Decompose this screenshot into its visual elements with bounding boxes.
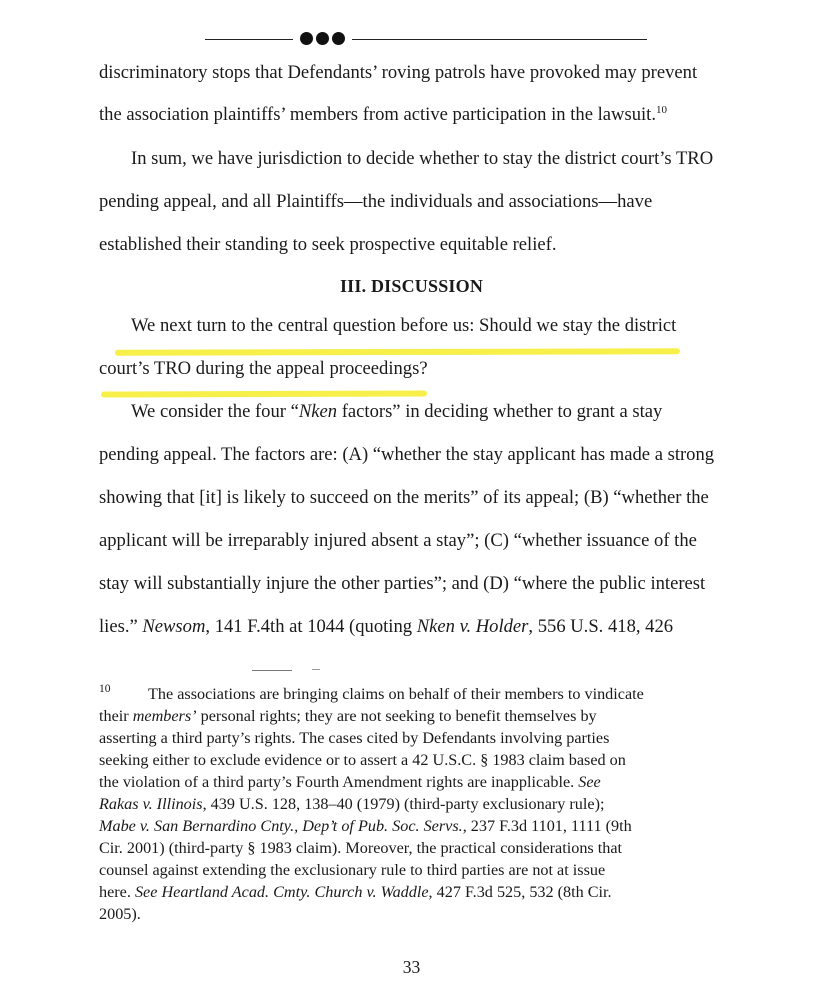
page-number: 33 [402, 957, 421, 977]
footnote-line-5 [99, 772, 601, 792]
ornament-dot [300, 32, 313, 45]
nken-line-6-b: , 141 F.4th at 1044 (quoting [205, 616, 417, 637]
ornament-dots [300, 32, 345, 45]
section-heading: III. DISCUSSION [339, 276, 484, 296]
highlight-mark-2 [101, 390, 427, 397]
nken-line-2: pending appeal. The factors are: (A) “whether the stay applicant has made a strong [99, 444, 715, 465]
ornament-dot [316, 32, 329, 45]
header-ornament [0, 29, 823, 49]
footnote-line-5-italic: See [578, 773, 601, 791]
footnote-line-2-a: their [99, 707, 133, 725]
nken-line-1-italic: Nken [298, 401, 338, 422]
footnote-line-10-a: here. [99, 883, 135, 901]
discussion-line-1: We next turn to the central question before us: Should we stay the district [131, 315, 677, 336]
footnote-number: 10 [99, 683, 111, 695]
footnote-line-2-italic: members’ [132, 707, 197, 725]
footnote-line-6-b: , 439 U.S. 128, 138–40 (1979) (third-party exclusionary rule); [202, 795, 605, 813]
ornament-rule-left [205, 39, 293, 40]
citation-mabe: Mabe v. San Bernardino Cnty., Dep’t of Pub. Soc. Servs. [99, 817, 463, 835]
body-line-3: In sum, we have jurisdiction to decide whether to stay the district court’s TRO [131, 148, 714, 169]
nken-line-1-b: factors” in deciding whether to grant a stay [337, 401, 663, 422]
body-line-5: established their standing to seek prospective equitable relief. [99, 234, 557, 255]
nken-line-4: applicant will be irreparably injured absent a stay”; (C) “whether issuance of the [99, 530, 697, 551]
footnote-ref[interactable]: 10 [655, 104, 667, 116]
footnote-line-6 [99, 794, 604, 814]
ornament-rule-right [352, 39, 647, 40]
footnote-line-8: Cir. 2001) (third-party § 1983 claim). Moreover, the practical considerations that [99, 839, 623, 857]
highlight-mark-1 [115, 348, 680, 355]
citation-rakas: Rakas v. Illinois [99, 795, 203, 813]
body-line-4: pending appeal, and all Plaintiffs—the individuals and associations—have [99, 191, 653, 212]
ornament-dot [332, 32, 345, 45]
nken-line-1 [131, 401, 662, 423]
footnote-line-4: seeking either to exclude evidence or to assert a 42 U.S.C. § 1983 claim based on [99, 751, 626, 769]
footnote-line-9: counsel against extending the exclusionary rule to third parties are not at issue [99, 861, 606, 879]
footnote-line-3: asserting a third party’s rights. The cases cited by Defendants involving parties [99, 729, 610, 747]
body-line-2-text: the association plaintiffs’ members from active participation in the lawsuit. [99, 104, 656, 125]
footnote-line-10 [99, 882, 612, 902]
footnote-line-7 [99, 816, 632, 836]
footnote-line-10-b: , 427 F.3d 525, 532 (8th Cir. [428, 883, 612, 901]
footnote-line-2-b: personal rights; they are not seeking to benefit themselves by [196, 707, 597, 725]
body-line-1: discriminatory stops that Defendants’ roving patrols have provoked may prevent [99, 62, 698, 83]
citation-heartland: See Heartland Acad. Cmty. Church v. Waddle [134, 883, 429, 901]
citation-nken-holder: Nken v. Holder [416, 616, 529, 637]
body-line-2 [99, 104, 667, 126]
footnote-line-7-b: , 237 F.3d 1101, 1111 (9th [462, 817, 632, 835]
footnote-line-11: 2005). [99, 905, 141, 923]
footnote-separator [252, 670, 292, 671]
nken-line-6 [99, 616, 673, 638]
nken-line-6-c: , 556 U.S. 418, 426 [528, 616, 674, 637]
nken-line-5: stay will substantially injure the other parties”; and (D) “where the public interest [99, 573, 706, 594]
nken-line-1-a: We consider the four “ [131, 401, 299, 422]
footnote-line-5-a: the violation of a third party’s Fourth Amendment rights are inapplicable. [99, 773, 579, 791]
footnote-line-1: The associations are bringing claims on behalf of their members to vindicate [148, 685, 644, 703]
footnote-line-2 [99, 706, 597, 726]
nken-line-3: showing that [it] is likely to succeed on the merits” of its appeal; (B) “whether the [99, 487, 709, 508]
citation-newsom: Newsom [142, 616, 206, 637]
footnote-separator-fragment [312, 669, 320, 670]
nken-line-6-a: lies.” [99, 616, 143, 637]
discussion-line-2: court’s TRO during the appeal proceedings? [99, 358, 428, 379]
